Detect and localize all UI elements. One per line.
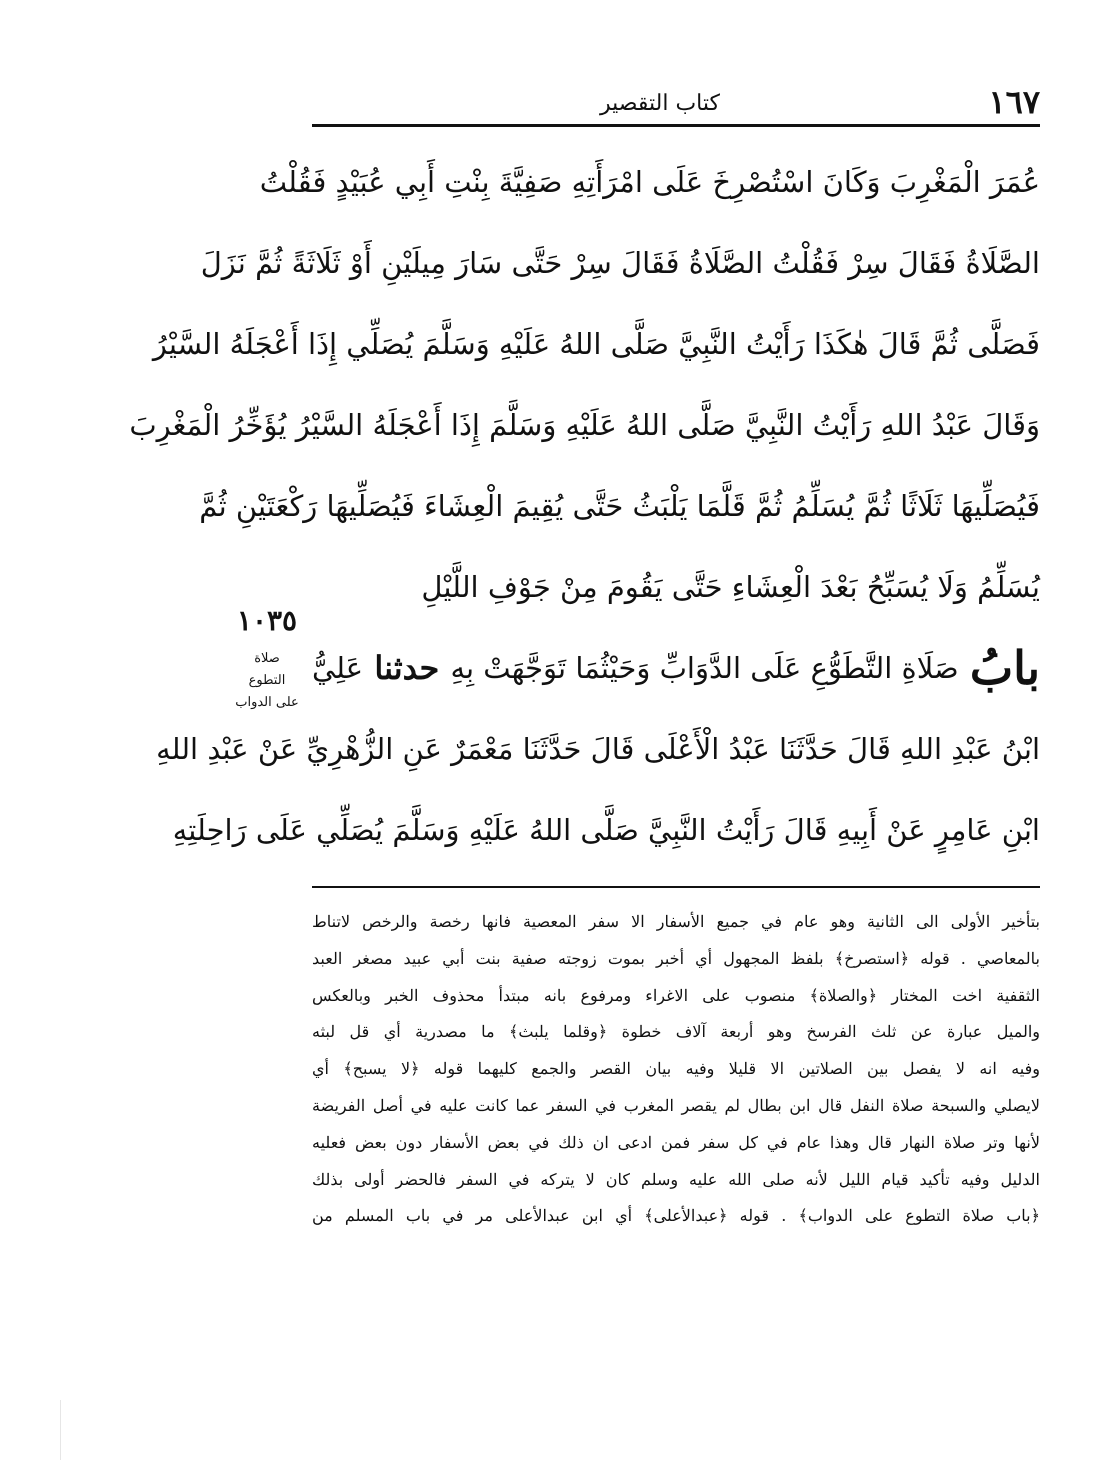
commentary-line: والميل عبارة عن ثلث الفرسخ وهو أربعة آلاف خطوة ﴿وقلما يلبث﴾ ما مصدرية أي قل لبثه: [312, 1022, 1040, 1042]
text-line: عُمَرَ الْمَغْرِبَ وَكَانَ اسْتُصْرِخَ عَلَى امْرَأَتِهِ صَفِيَّةَ بِنْتِ أَبِي عُبَيْدٍ فَقُلْتُ: [259, 165, 1040, 199]
margin-note: [226, 648, 308, 714]
commentary-line: لايصلي والسبحة صلاة النفل قال ابن بطال لم يقصر المغرب في السفر عما كانت عليه في أصل الفريضة: [312, 1095, 1040, 1115]
margin-note-line: التطوع: [248, 673, 286, 688]
text-line: وَقَالَ عَبْدُ اللهِ رَأَيْتُ النَّبِيَّ صَلَّى اللهُ عَلَيْهِ وَسَلَّمَ إِذَا أَعْجَلَهُ السَّيْرُ يُؤَخِّرُ الْمَغْرِبَ: [129, 408, 1040, 442]
margin-note-line: على الدواب: [235, 695, 299, 710]
commentary-line: الدليل وفيه تأكيد قيام الليل لأنه صلى الله عليه وسلم كان لا يتركه في السفر فالحضر أولى بذلك: [312, 1169, 1040, 1189]
chapter-heading-line: [312, 628, 1040, 709]
commentary-rule: [312, 886, 1040, 888]
commentary-line: لأنها وتر صلاة النهار قال وهذا عام في كل سفر فمن ادعى ان ذلك في بعض الأسفار دون بعض فعليه: [312, 1132, 1040, 1152]
commentary-line: ﴿باب صلاة التطوع على الدواب﴾ . قوله ﴿عبدالأعلى﴾ أي ابن عبدالأعلى مر في باب المسلم من: [312, 1206, 1040, 1226]
commentary-line: بالمعاصي . قوله ﴿استصرخ﴾ بلفظ المجهول أي أخبر بموت زوجته صفية بنت أبي عبيد مصغر العبد: [312, 948, 1040, 968]
commentary-line: وفيه انه لا يفصل بين الصلاتين الا قليلا وفيه بيان القصر والجمع كليهما قوله ﴿لا يسبح﴾ أي: [312, 1059, 1040, 1079]
commentary-line: بتأخير الأولى الى الثانية وهو عام في جميع الأسفار الا سفر المعصية فانها رخصة والرخص لاتناط: [312, 912, 1040, 931]
chapter-word-bab: بابُ: [969, 641, 1040, 695]
text-line: يُسَلِّمُ وَلَا يُسَبِّحُ بَعْدَ الْعِشَاءِ حَتَّى يَقُومَ مِنْ جَوْفِ اللَّيْلِ: [421, 570, 1040, 604]
header-rule: [312, 124, 1040, 127]
text-line: فَصَلَّى ثُمَّ قَالَ هٰكَذَا رَأَيْتُ النَّبِيَّ صَلَّى اللهُ عَلَيْهِ وَسَلَّمَ يُصَلِّي إِذَا أَعْجَلَهُ السَّيْرُ: [152, 327, 1040, 361]
text-line: ابْنِ عَامِرٍ عَنْ أَبِيهِ قَالَ رَأَيْتُ النَّبِيَّ صَلَّى اللهُ عَلَيْهِ وَسَلَّمَ يُصَلِّي عَلَى رَاحِلَتِهِ: [172, 813, 1040, 847]
commentary-line: الثقفية اخت المختار ﴿والصلاة﴾ منصوب على الاغراء ومرفوع بانه مبتدأ محذوف الخبر وبالعكس: [312, 985, 1040, 1005]
chapter-title: صَلَاةِ التَّطَوُّعِ عَلَى الدَّوَابِّ وَحَيْثُمَا تَوَجَّهَتْ بِهِ: [450, 651, 959, 685]
text-line: الصَّلَاةُ فَقَالَ سِرْ فَقُلْتُ الصَّلَاةُ فَقَالَ سِرْ حَتَّى سَارَ مِيلَيْنِ أَوْ ثَلَاثَةً ثُمَّ نَزَلَ: [200, 246, 1040, 280]
margin-note-line: صلاة: [254, 651, 280, 666]
text-line: فَيُصَلِّيهَا ثَلَاثًا ثُمَّ يُسَلِّمُ ثُمَّ قَلَّمَا يَلْبَثُ حَتَّى يُقِيمَ الْعِشَاءَ فَيُصَلِّيهَا رَكْعَتَيْنِ ثُمَّ: [199, 489, 1040, 523]
scan-artifact: [60, 1400, 61, 1460]
page-number: ١٦٧: [988, 83, 1040, 121]
commentary-text: [312, 904, 1040, 1235]
text-line: ابْنُ عَبْدِ اللهِ قَالَ حَدَّثَنَا عَبْدُ الْأَعْلَى قَالَ حَدَّثَنَا مَعْمَرٌ عَنِ الزُّهْرِيِّ عَنْ عَبْدِ اللهِ: [156, 732, 1040, 766]
running-title: كتاب التقصير: [600, 91, 720, 116]
hadith-number: ١٠٣٥: [236, 604, 298, 637]
narrator-name: عَلِيُّ: [312, 651, 364, 685]
haddathana-word: حدثنا: [374, 649, 440, 687]
page-header: [312, 82, 1040, 124]
